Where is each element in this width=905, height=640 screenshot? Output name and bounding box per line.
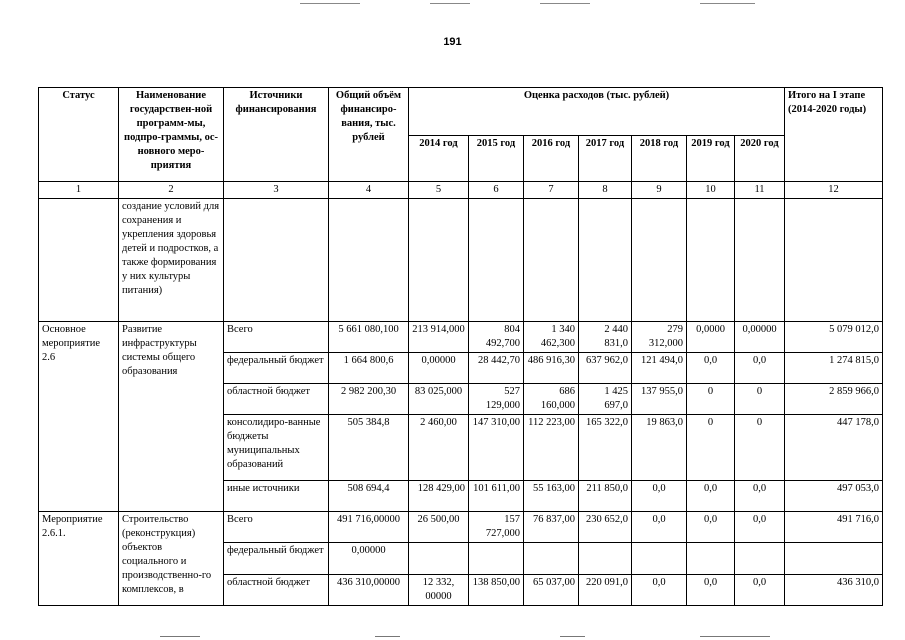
row-total: 0,00000 — [329, 543, 409, 575]
row-2016: 112 223,00 — [524, 415, 579, 481]
row-2017: 2 440 831,0 — [579, 322, 632, 353]
row-status: Основное мероприятие 2.6 — [39, 322, 119, 512]
column-number: 6 — [469, 182, 524, 199]
column-number: 11 — [735, 182, 785, 199]
row-2019: 0 — [687, 384, 735, 415]
bottom-scan-line — [160, 636, 200, 637]
row-stage-total: 491 716,0 — [785, 512, 883, 543]
budget-table — [38, 87, 883, 606]
row-2014: 2 460,00 — [409, 415, 469, 481]
row-2018: 137 955,0 — [632, 384, 687, 415]
row-total: 5 661 080,100 — [329, 322, 409, 353]
row-2014: 26 500,00 — [409, 512, 469, 543]
top-scan-line — [700, 3, 755, 4]
row-2017: 165 322,0 — [579, 415, 632, 481]
row-2015: 527 129,000 — [469, 384, 524, 415]
top-scan-line — [430, 3, 470, 4]
row-2017: 230 652,0 — [579, 512, 632, 543]
row-2015: 147 310,00 — [469, 415, 524, 481]
row-total: 491 716,00000 — [329, 512, 409, 543]
row-stage-total: 5 079 012,0 — [785, 322, 883, 353]
row-2017: 637 962,0 — [579, 353, 632, 384]
row-total: 436 310,00000 — [329, 575, 409, 606]
header-sources: Источники финансирования — [224, 88, 329, 182]
bottom-scan-line — [700, 636, 770, 637]
row-2016: 686 160,000 — [524, 384, 579, 415]
row-2016: 65 037,00 — [524, 575, 579, 606]
row-2014: 128 429,00 — [409, 481, 469, 512]
row-2018: 0,0 — [632, 575, 687, 606]
header-year: 2014 год — [409, 136, 469, 182]
row-name: Строительство (реконструкция) объектов социального и производственно-го комплексов, в — [119, 512, 224, 606]
row-2018: 279 312,000 — [632, 322, 687, 353]
row-2016: 55 163,00 — [524, 481, 579, 512]
row-2020: 0,0 — [735, 481, 785, 512]
row-2018: 121 494,0 — [632, 353, 687, 384]
row-2019: 0,0 — [687, 575, 735, 606]
header-year: 2015 год — [469, 136, 524, 182]
page-number: 191 — [443, 36, 462, 48]
bottom-scan-line — [375, 636, 400, 637]
column-number: 10 — [687, 182, 735, 199]
row-2015: 157 727,000 — [469, 512, 524, 543]
header-year: 2019 год — [687, 136, 735, 182]
row-total: 508 694,4 — [329, 481, 409, 512]
column-number: 1 — [39, 182, 119, 199]
row-2016: 486 916,30 — [524, 353, 579, 384]
row-2018: 0,0 — [632, 481, 687, 512]
row-2018: 19 863,0 — [632, 415, 687, 481]
header-name: Наименование государствен-ной программ-мы, подпро-граммы, ос-новного меро-приятия — [119, 88, 224, 182]
column-number: 5 — [409, 182, 469, 199]
column-number: 12 — [785, 182, 883, 199]
header-year: 2020 год — [735, 136, 785, 182]
row-source: Всего — [224, 322, 329, 353]
row-2020: 0,0 — [735, 575, 785, 606]
column-number: 2 — [119, 182, 224, 199]
continuation-row — [39, 199, 883, 322]
row-2020: 0 — [735, 415, 785, 481]
header-estimate: Оценка расходов (тыс. рублей) — [409, 88, 785, 136]
row-2019: 0,0 — [687, 512, 735, 543]
header-stage-total: Итого на I этапе (2014-2020 годы) — [785, 88, 883, 182]
row-stage-total: 1 274 815,0 — [785, 353, 883, 384]
row-2017: 211 850,0 — [579, 481, 632, 512]
top-scan-line — [300, 3, 360, 4]
row-2015: 138 850,00 — [469, 575, 524, 606]
column-number: 8 — [579, 182, 632, 199]
header-year: 2018 год — [632, 136, 687, 182]
row-source: федеральный бюджет — [224, 353, 329, 384]
column-number: 3 — [224, 182, 329, 199]
row-stage-total: 447 178,0 — [785, 415, 883, 481]
row-source: Всего — [224, 512, 329, 543]
row-stage-total: 436 310,0 — [785, 575, 883, 606]
column-number: 9 — [632, 182, 687, 199]
column-number-row — [39, 182, 883, 199]
row-2017: 220 091,0 — [579, 575, 632, 606]
top-scan-line — [540, 3, 590, 4]
row-source: иные источники — [224, 481, 329, 512]
row-2014: 0,00000 — [409, 353, 469, 384]
header-year: 2017 год — [579, 136, 632, 182]
row-source: федеральный бюджет — [224, 543, 329, 575]
bottom-scan-line — [560, 636, 585, 637]
row-status: Мероприятие 2.6.1. — [39, 512, 119, 606]
row-2018: 0,0 — [632, 512, 687, 543]
column-number: 4 — [329, 182, 409, 199]
row-2015: 101 611,00 — [469, 481, 524, 512]
row-stage-total: 497 053,0 — [785, 481, 883, 512]
row-2015: 28 442,70 — [469, 353, 524, 384]
row-source: областной бюджет — [224, 384, 329, 415]
row-2019: 0 — [687, 415, 735, 481]
header-status: Статус — [39, 88, 119, 182]
row-2019: 0,0 — [687, 353, 735, 384]
table-row — [39, 322, 883, 353]
table-row — [39, 512, 883, 543]
row-name: Развитие инфраструктуры системы общего образования — [119, 322, 224, 512]
row-2017: 1 425 697,0 — [579, 384, 632, 415]
row-total: 505 384,8 — [329, 415, 409, 481]
row-total: 2 982 200,30 — [329, 384, 409, 415]
row-2014: 213 914,000 — [409, 322, 469, 353]
row-2020: 0 — [735, 384, 785, 415]
row-2020: 0,00000 — [735, 322, 785, 353]
row-2020: 0,0 — [735, 512, 785, 543]
row-2020: 0,0 — [735, 353, 785, 384]
column-number: 7 — [524, 182, 579, 199]
header-year: 2016 год — [524, 136, 579, 182]
row-2014: 83 025,000 — [409, 384, 469, 415]
row-2014: 12 332, 00000 — [409, 575, 469, 606]
row-source: консолидиро-ванные бюджеты муниципальных образований — [224, 415, 329, 481]
row-2015: 804 492,700 — [469, 322, 524, 353]
row-source: областной бюджет — [224, 575, 329, 606]
row-total: 1 664 800,6 — [329, 353, 409, 384]
continuation-text: создание условий для сохранения и укрепления здоровья детей и подростков, а также формирования у них культуры питания) — [119, 199, 224, 322]
row-2019: 0,0000 — [687, 322, 735, 353]
header-total: Общий объём финансиро-вания, тыс. рублей — [329, 88, 409, 182]
row-2019: 0,0 — [687, 481, 735, 512]
row-stage-total: 2 859 966,0 — [785, 384, 883, 415]
row-2016: 1 340 462,300 — [524, 322, 579, 353]
row-2016: 76 837,00 — [524, 512, 579, 543]
